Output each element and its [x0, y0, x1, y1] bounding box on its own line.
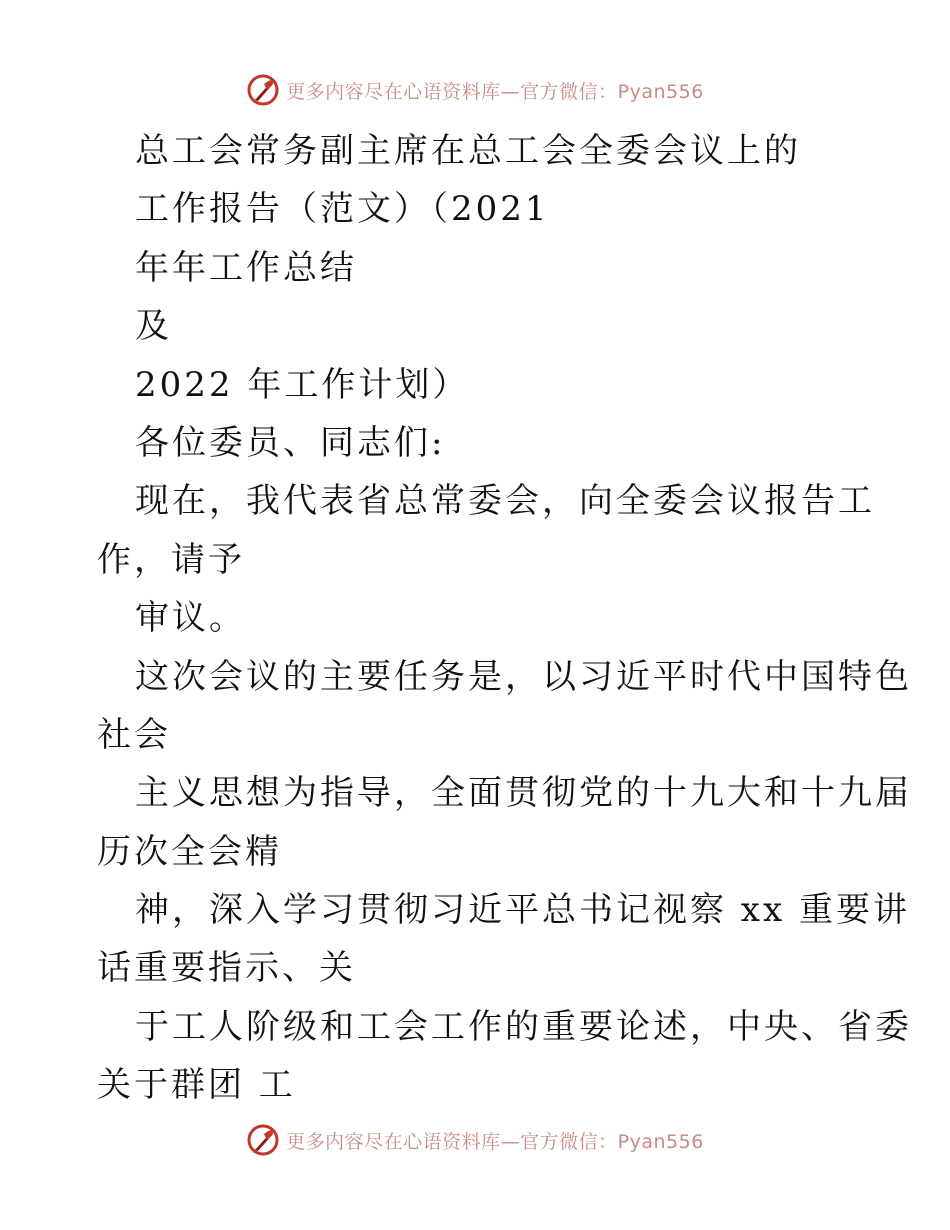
doc-paragraph-line: 社会 — [97, 714, 171, 755]
header-banner — [0, 70, 950, 110]
doc-paragraph-line: 作，请予 — [97, 539, 245, 580]
doc-title-line-2: 工作报告（范文）（2021 — [135, 189, 550, 230]
doc-paragraph-line: 神，深入学习贯彻习近平总书记视察 xx 重要讲 — [135, 890, 910, 931]
doc-title-line-1: 总工会常务副主席在总工会全委会议上的 — [135, 131, 801, 171]
doc-paragraph-line: 主义思想为指导，全面贯彻党的十九大和十九届 — [135, 773, 912, 814]
doc-paragraph-line: 历次全会精 — [97, 831, 282, 872]
doc-title-line-5: 2022 年工作计划） — [135, 364, 470, 405]
doc-paragraph-line: 于工人阶级和工会工作的重要论述，中央、省委 — [135, 1006, 912, 1047]
quill-pen-circle-icon — [246, 1123, 280, 1157]
footer-banner — [0, 1120, 950, 1160]
doc-paragraph-line: 这次会议的主要任务是，以习近平时代中国特色 — [135, 656, 912, 697]
doc-paragraph-line: 关于群团 工 — [97, 1065, 296, 1106]
doc-paragraph-line: 现在，我代表省总常委会，向全委会议报告工 — [135, 481, 875, 522]
header-banner-text: 更多内容尽在心语资料库—官方微信：Pyan556 — [286, 80, 704, 103]
doc-paragraph-line: 话重要指示、关 — [97, 948, 356, 989]
footer-banner-text: 更多内容尽在心语资料库—官方微信：Pyan556 — [286, 1130, 704, 1153]
quill-pen-circle-icon — [246, 73, 280, 107]
doc-salutation: 各位委员、同志们: — [135, 422, 446, 463]
document-body — [97, 122, 912, 1115]
doc-title-line-4: 及 — [135, 306, 172, 347]
doc-paragraph-line: 审议。 — [135, 598, 246, 639]
doc-title-line-3: 年年工作总结 — [135, 247, 357, 288]
